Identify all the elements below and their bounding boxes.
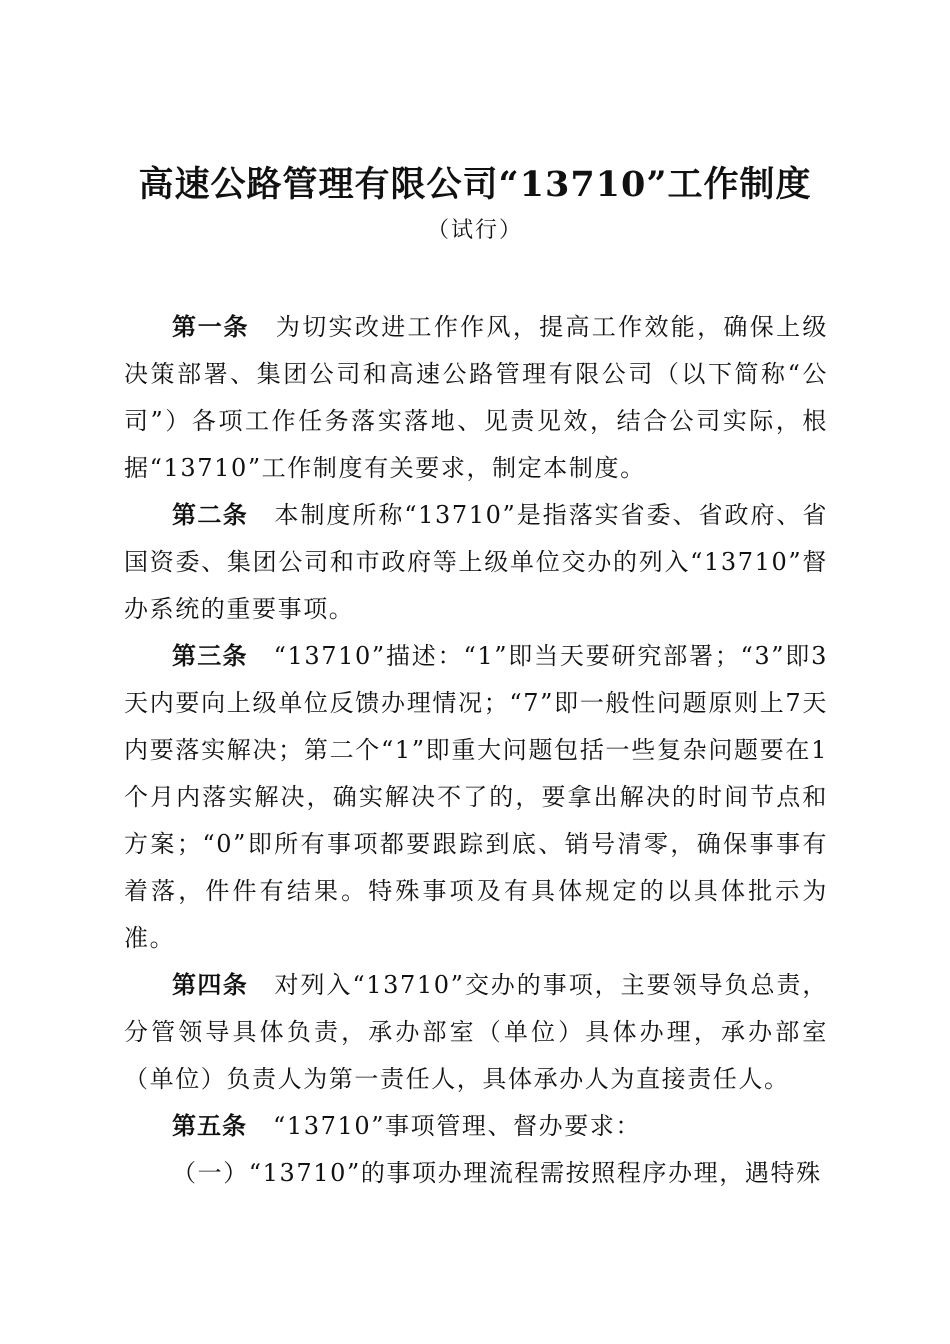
article-2-text: 本制度所称“13710”是指落实省委、省政府、省国资委、集团公司和市政府等上级单位交办的列入“13710”督办系统的重要事项。 [124,501,828,623]
article-3-text: “13710”描述：“1”即当天要研究部署；“3”即3天内要向上级单位反馈办理情况；“7”即一般性问题原则上7天内要落实解决；第二个“1”即重大问题包括一些复杂问题要在1个月内落实解决，确实解决不了的，要拿出解决的时间节点和方案；“0”即所有事项都要跟踪到底、销号清零，确保事事有着落，件件有结果。特殊事项及有具体规定的以具体批示为准。 [124,642,828,952]
article-3-label: 第三条 [172,642,248,670]
clause-1: （一）“13710”的事项办理流程需按照程序办理，遇特殊 [172,1159,822,1187]
article-4-text: 对列入“13710”交办的事项，主要领导负总责，分管领导具体负责，承办部室（单位）具体办理，承办部室（单位）负责人为第一责任人，具体承办人为直接责任人。 [124,971,828,1093]
document-subtitle: （试行） [426,218,523,243]
document-body [124,304,828,1197]
article-3 [124,633,828,962]
article-5 [124,1103,828,1150]
article-4 [124,962,828,1103]
article-1-text: 为切实改进工作作风，提高工作效能，确保上级决策部署、集团公司和高速公路管理有限公司（以下简称“公司”）各项工作任务落实落地、见责见效，结合公司实际，根据“13710”工作制度有关要求，制定本制度。 [124,313,829,482]
article-2-label: 第二条 [172,501,249,529]
article-1-label: 第一条 [172,313,250,341]
article-1 [124,304,828,492]
article-4-label: 第四条 [172,971,249,999]
article-5-text: “13710”事项管理、督办要求： [273,1112,642,1140]
article-5-label: 第五条 [172,1112,247,1140]
article-2 [124,492,828,633]
document-title: 高速公路管理有限公司“13710”工作制度 [138,164,812,205]
